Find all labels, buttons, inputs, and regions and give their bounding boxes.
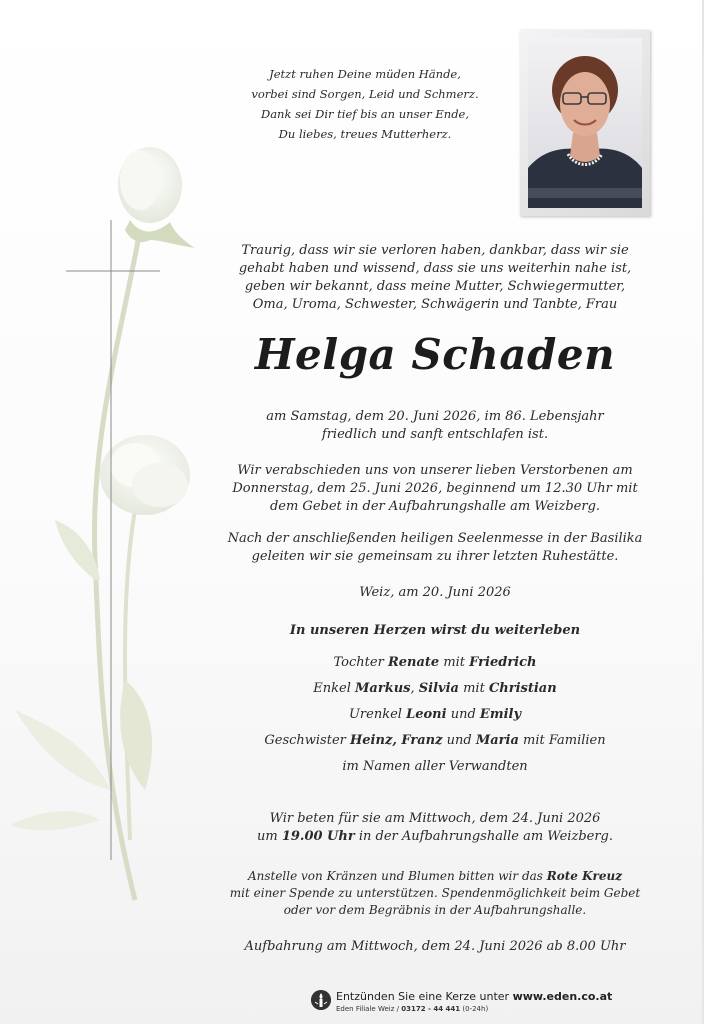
motto-text: In unseren Herzen wirst du weiterleben xyxy=(289,623,581,638)
footer-phone: 03172 - 44 441 xyxy=(401,1005,461,1013)
footer xyxy=(336,990,612,1013)
prayer-line: Wir beten für sie am Mittwoch, dem 24. Juni 2026 xyxy=(269,811,601,826)
poem-line: vorbei sind Sorgen, Leid und Schmerz. xyxy=(251,87,479,101)
family-line-great-grandchildren xyxy=(210,702,660,728)
farewell-details xyxy=(210,462,660,516)
family-prefix: Geschwister xyxy=(264,733,346,748)
mass-details xyxy=(210,530,660,566)
family-name: Silvia xyxy=(418,681,459,696)
footer-text: Entzünden Sie eine Kerze unter xyxy=(336,990,510,1003)
family-name: Christian xyxy=(488,681,557,696)
intro-line: Oma, Uroma, Schwester, Schwägerin und Tanbte, Frau xyxy=(252,297,618,312)
family-name: Friedrich xyxy=(469,655,537,670)
motto xyxy=(210,622,660,640)
death-line: am Samstag, dem 20. Juni 2026, im 86. Lebensjahr xyxy=(266,409,604,424)
poem xyxy=(230,64,500,144)
intro-line: geben wir bekannt, dass meine Mutter, Schwiegermutter, xyxy=(244,279,626,294)
prayer-line xyxy=(210,828,660,846)
family-separator: , xyxy=(410,681,415,696)
viewing-details xyxy=(210,938,660,956)
rose-illustration xyxy=(0,140,220,940)
intro-line: Traurig, dass wir sie verloren haben, dankbar, dass wir sie xyxy=(241,243,629,258)
family-name: Maria xyxy=(475,733,519,748)
farewell-line: Donnerstag, dem 25. Juni 2026, beginnend um 12.30 Uhr mit xyxy=(232,481,638,496)
family-name: Markus xyxy=(355,681,411,696)
portrait-frame xyxy=(520,30,650,216)
intro-line: gehabt haben und wissend, dass sie uns weiterhin nahe ist, xyxy=(238,261,632,276)
family-name: Leoni xyxy=(406,707,447,722)
viewing-text: Aufbahrung am Mittwoch, dem 24. Juni 2026 ab 8.00 Uhr xyxy=(244,939,626,954)
poem-line: Jetzt ruhen Deine müden Hände, xyxy=(269,67,461,81)
family-name: Heinz, Franz xyxy=(350,733,443,748)
family-connector: und xyxy=(446,733,472,748)
farewell-line: dem Gebet in der Aufbahrungshalle am Weizberg. xyxy=(269,499,601,514)
donation-text: Anstelle von Kränzen und Blumen bitten wir das xyxy=(247,869,543,883)
family-name: Emily xyxy=(479,707,522,722)
family-name: Renate xyxy=(387,655,440,670)
family-line-siblings xyxy=(210,728,660,754)
donation-organization: Rote Kreuz xyxy=(546,869,623,883)
family-line-relatives: im Namen aller Verwandten xyxy=(342,759,528,774)
footer-contact-line xyxy=(336,1005,612,1013)
family-prefix: Enkel xyxy=(313,681,351,696)
prayer-time: 19.00 Uhr xyxy=(281,829,355,844)
family-connector: mit xyxy=(443,655,466,670)
family-list xyxy=(210,650,660,780)
family-prefix: Urenkel xyxy=(348,707,402,722)
prayer-suffix: in der Aufbahrungshalle am Weizberg. xyxy=(358,829,613,844)
candle-logo-icon xyxy=(311,990,331,1010)
footer-url-link[interactable]: www.eden.co.at xyxy=(512,990,613,1003)
place-date-text: Weiz, am 20. Juni 2026 xyxy=(359,585,511,600)
donation-line: oder vor dem Begräbnis in der Aufbahrungshalle. xyxy=(283,903,587,917)
family-suffix: mit Familien xyxy=(523,733,606,748)
portrait-photo xyxy=(528,38,642,208)
footer-hours: (0-24h) xyxy=(462,1005,489,1013)
family-connector: und xyxy=(450,707,476,722)
prayer-prefix: um xyxy=(256,829,278,844)
family-prefix: Tochter xyxy=(333,655,384,670)
poem-line: Du liebes, treues Mutterherz. xyxy=(278,127,452,141)
deceased-name: Helga Schaden xyxy=(254,330,616,379)
mass-line: geleiten wir sie gemeinsam zu ihrer letzten Ruhestätte. xyxy=(251,549,619,564)
prayer-details xyxy=(210,810,660,846)
announcement-intro xyxy=(220,242,650,314)
footer-branch: Eden Filiale Weiz / xyxy=(336,1005,399,1013)
family-connector: mit xyxy=(463,681,485,696)
farewell-line: Wir verabschieden uns von unserer lieben Verstorbenen am xyxy=(237,463,633,478)
donation-line: mit einer Spende zu unterstützen. Spendenmöglichkeit beim Gebet xyxy=(229,886,641,900)
mass-line: Nach der anschließenden heiligen Seelenmesse in der Basilika xyxy=(227,531,643,546)
footer-candle-line xyxy=(336,990,612,1003)
family-line-grandchildren xyxy=(210,676,660,702)
donation-line xyxy=(210,868,660,885)
donation-request xyxy=(210,868,660,919)
death-line: friedlich und sanft entschlafen ist. xyxy=(321,427,549,442)
death-details xyxy=(210,408,660,444)
place-date xyxy=(210,584,660,602)
family-line-daughter xyxy=(210,650,660,676)
poem-line: Dank sei Dir tief bis an unser Ende, xyxy=(260,107,470,121)
